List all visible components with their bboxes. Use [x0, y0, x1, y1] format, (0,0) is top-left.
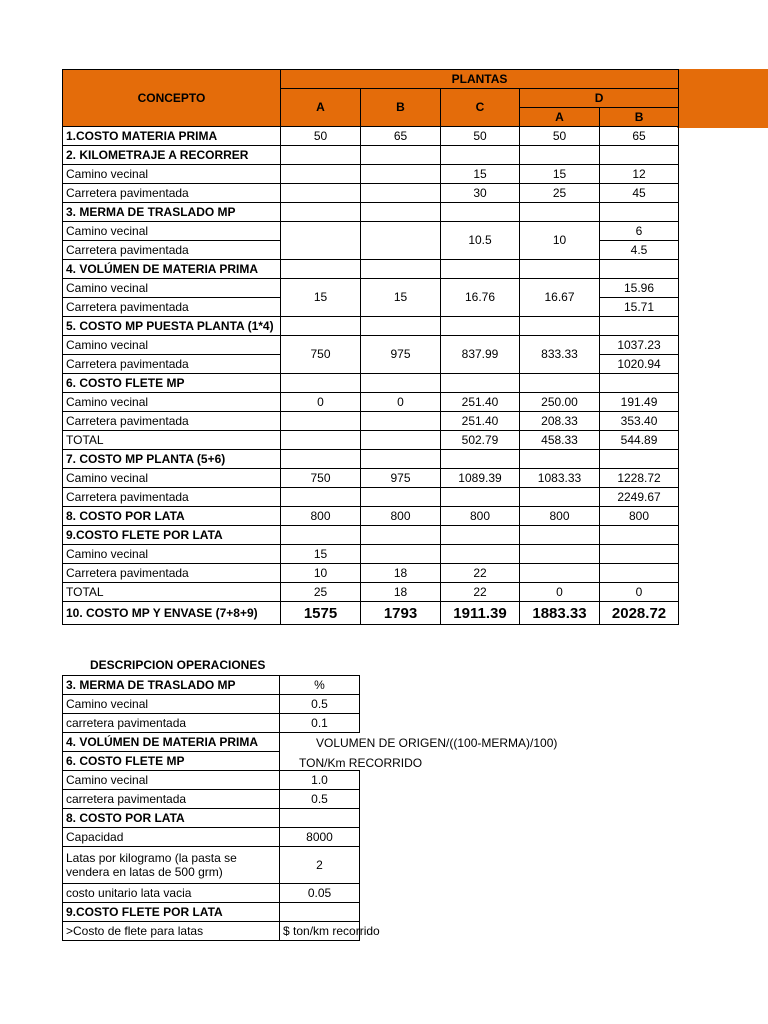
ops-label: carretera pavimentada	[63, 790, 280, 809]
cell: 25	[520, 184, 600, 203]
row-label: Camino vecinal	[63, 545, 281, 564]
ops-value: 2	[280, 847, 360, 884]
cell	[520, 488, 600, 507]
ops-value: %	[280, 676, 360, 695]
flete-unit: TON/Km RECORRIDO	[299, 756, 423, 770]
row-label: 1.COSTO MATERIA PRIMA	[63, 127, 281, 146]
cell: 975	[361, 336, 441, 374]
cell: 0	[520, 583, 600, 602]
cell: 18	[361, 583, 441, 602]
row-label: Carretera pavimentada	[63, 184, 281, 203]
cell: 0	[361, 393, 441, 412]
ops-value: 0.5	[280, 695, 360, 714]
header-col-a: A	[281, 89, 361, 127]
ops-label: 8. COSTO POR LATA	[63, 809, 280, 828]
table-row	[63, 488, 679, 507]
ops-label: 3. MERMA DE TRASLADO MP	[63, 676, 280, 695]
row-label: 2. KILOMETRAJE A RECORRER	[63, 146, 281, 165]
row-label: Carretera pavimentada	[63, 241, 281, 260]
ops-title: DESCRIPCION OPERACIONES	[90, 658, 266, 672]
header-col-c: C	[441, 89, 520, 127]
ops-label: >Costo de flete para latas	[63, 922, 280, 941]
ops-label: Camino vecinal	[63, 771, 280, 790]
cell: 2249.67	[600, 488, 679, 507]
row-label: 5. COSTO MP PUESTA PLANTA (1*4)	[63, 317, 281, 336]
ops-value: 1.0	[280, 771, 360, 790]
cell: 18	[361, 564, 441, 583]
ops-label: Latas por kilogramo (la pasta se vendera en latas de 500 grm)	[63, 847, 280, 884]
table-row	[63, 127, 679, 146]
cell	[600, 564, 679, 583]
ops-value: 0.05	[280, 884, 360, 903]
cell: 353.40	[600, 412, 679, 431]
header-col-d-a: A	[520, 108, 600, 127]
cell: 0	[281, 393, 361, 412]
cell	[361, 488, 441, 507]
cell: 1575	[281, 602, 361, 625]
table-row	[63, 165, 679, 184]
cell: 10	[520, 222, 600, 260]
cell: 6	[600, 222, 679, 241]
table-row	[63, 526, 679, 545]
cell: 15	[361, 279, 441, 317]
cell: 1911.39	[441, 602, 520, 625]
row-label: Carretera pavimentada	[63, 564, 281, 583]
cell: 251.40	[441, 393, 520, 412]
header-col-d: D	[520, 89, 679, 108]
cell	[361, 184, 441, 203]
row-label: 6. COSTO FLETE MP	[63, 374, 281, 393]
cell: 1020.94	[600, 355, 679, 374]
cell: 191.49	[600, 393, 679, 412]
cell: 0	[600, 583, 679, 602]
cell: 12	[600, 165, 679, 184]
table-row	[63, 317, 679, 336]
ops-label: 6. COSTO FLETE MP	[63, 752, 280, 771]
cell: 458.33	[520, 431, 600, 450]
header-col-d-b: B	[600, 108, 679, 127]
ops-value: 0.1	[280, 714, 360, 733]
cell: 837.99	[441, 336, 520, 374]
cell	[361, 545, 441, 564]
cell	[361, 412, 441, 431]
cell: 750	[281, 336, 361, 374]
row-label: Carretera pavimentada	[63, 488, 281, 507]
volume-formula: VOLUMEN DE ORIGEN/((100-MERMA)/100)	[316, 736, 558, 750]
orange-header-extension	[677, 69, 768, 128]
cell: 16.67	[520, 279, 600, 317]
cell: 15	[441, 165, 520, 184]
cell: 22	[441, 564, 520, 583]
cell: 15	[520, 165, 600, 184]
cell: 15	[281, 545, 361, 564]
table-row	[63, 431, 679, 450]
row-label: Camino vecinal	[63, 469, 281, 488]
table-row-total	[63, 602, 679, 625]
table-row	[63, 583, 679, 602]
row-label: Carretera pavimentada	[63, 412, 281, 431]
table-row	[63, 260, 679, 279]
row-label: Camino vecinal	[63, 165, 281, 184]
cell: 975	[361, 469, 441, 488]
table-row	[63, 222, 679, 241]
table-row	[63, 203, 679, 222]
table-row	[63, 393, 679, 412]
cell: 1037.23	[600, 336, 679, 355]
cell: 1228.72	[600, 469, 679, 488]
cell: 1083.33	[520, 469, 600, 488]
cell: 2028.72	[600, 602, 679, 625]
cell: 15.71	[600, 298, 679, 317]
cell: 65	[361, 127, 441, 146]
ops-label: Capacidad	[63, 828, 280, 847]
row-label: Camino vecinal	[63, 279, 281, 298]
cell: 251.40	[441, 412, 520, 431]
cell: 22	[441, 583, 520, 602]
row-label: 3. MERMA DE TRASLADO MP	[63, 203, 281, 222]
header-plantas: PLANTAS	[281, 70, 679, 89]
cell: 10.5	[441, 222, 520, 260]
ops-label: costo unitario lata vacia	[63, 884, 280, 903]
cell	[600, 545, 679, 564]
cell: 50	[441, 127, 520, 146]
operations-table	[62, 675, 380, 941]
table-row	[63, 412, 679, 431]
ops-value: $ ton/km recorrido	[280, 922, 360, 941]
cell: 50	[520, 127, 600, 146]
ops-value: 0.5	[280, 790, 360, 809]
row-label: 7. COSTO MP PLANTA (5+6)	[63, 450, 281, 469]
cell: 1793	[361, 602, 441, 625]
row-label: 10. COSTO MP Y ENVASE (7+8+9)	[63, 602, 281, 625]
table-row	[63, 374, 679, 393]
cell: 25	[281, 583, 361, 602]
cell	[281, 165, 361, 184]
cost-table	[62, 69, 679, 625]
cell	[441, 488, 520, 507]
table-row	[63, 146, 679, 165]
cell: 45	[600, 184, 679, 203]
table-row	[63, 336, 679, 355]
cell	[520, 564, 600, 583]
cell: 800	[281, 507, 361, 526]
ops-label: 4. VOLÚMEN DE MATERIA PRIMA	[63, 733, 280, 752]
row-label: 9.COSTO FLETE POR LATA	[63, 526, 281, 545]
ops-label: 9.COSTO FLETE POR LATA	[63, 903, 280, 922]
cell: 800	[520, 507, 600, 526]
row-label: TOTAL	[63, 431, 281, 450]
cell: 800	[600, 507, 679, 526]
table-row	[63, 184, 679, 203]
cell	[281, 412, 361, 431]
table-row	[63, 564, 679, 583]
row-label: TOTAL	[63, 583, 281, 602]
cell	[520, 545, 600, 564]
row-label: Camino vecinal	[63, 222, 281, 241]
cell: 800	[441, 507, 520, 526]
table-row	[63, 450, 679, 469]
row-label: 8. COSTO POR LATA	[63, 507, 281, 526]
header-col-b: B	[361, 89, 441, 127]
row-label: Carretera pavimentada	[63, 355, 281, 374]
table-row	[63, 469, 679, 488]
table-row	[63, 279, 679, 298]
header-concepto: CONCEPTO	[63, 70, 281, 127]
cell: 15.96	[600, 279, 679, 298]
cell: 502.79	[441, 431, 520, 450]
ops-value: 8000	[280, 828, 360, 847]
cell: 30	[441, 184, 520, 203]
cell	[281, 431, 361, 450]
cell: 50	[281, 127, 361, 146]
row-label: Carretera pavimentada	[63, 298, 281, 317]
row-label: 4. VOLÚMEN DE MATERIA PRIMA	[63, 260, 281, 279]
cell: 208.33	[520, 412, 600, 431]
cell: 833.33	[520, 336, 600, 374]
cell: 4.5	[600, 241, 679, 260]
cell: 16.76	[441, 279, 520, 317]
cell	[361, 165, 441, 184]
cell: 250.00	[520, 393, 600, 412]
cell: 65	[600, 127, 679, 146]
ops-label: Camino vecinal	[63, 695, 280, 714]
row-label: Camino vecinal	[63, 336, 281, 355]
cell: 10	[281, 564, 361, 583]
cell	[361, 431, 441, 450]
row-label: Camino vecinal	[63, 393, 281, 412]
table-row	[63, 545, 679, 564]
cell: 1089.39	[441, 469, 520, 488]
cell	[281, 488, 361, 507]
table-row	[63, 507, 679, 526]
ops-label: carretera pavimentada	[63, 714, 280, 733]
cell: 544.89	[600, 431, 679, 450]
cell	[281, 184, 361, 203]
cell: 750	[281, 469, 361, 488]
cell: 800	[361, 507, 441, 526]
cell: 15	[281, 279, 361, 317]
cell	[441, 545, 520, 564]
cell: 1883.33	[520, 602, 600, 625]
